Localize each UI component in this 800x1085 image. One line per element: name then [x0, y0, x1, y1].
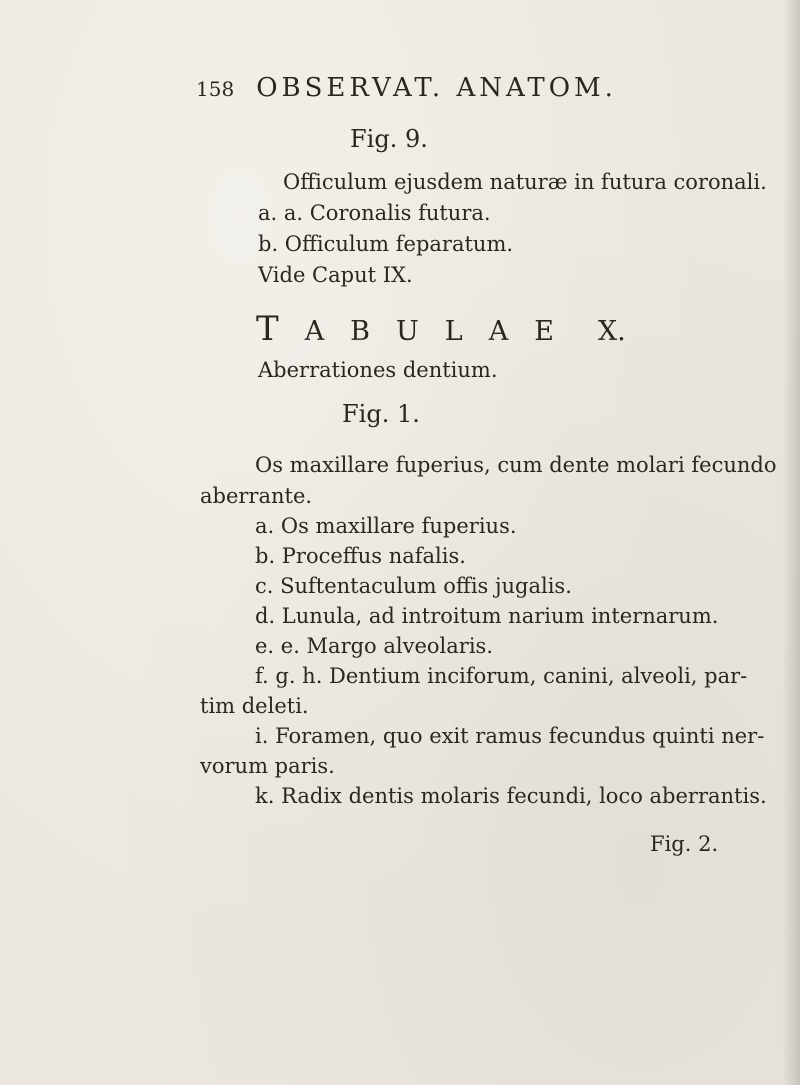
text-line: b. Proceffus nafalis.: [255, 544, 466, 568]
text-line: c. Suftentaculum offis jugalis.: [255, 574, 572, 598]
tabulae-number: X.: [597, 316, 626, 347]
text-line: b. Officulum feparatum.: [258, 232, 514, 256]
tabulae-heading: [256, 309, 626, 349]
text-line: f. g. h. Dentium inciforum, canini, alveoli, par-: [255, 664, 748, 688]
fig-heading-9: Fig. 9.: [350, 125, 428, 153]
text-line: k. Radix dentis molaris fecundi, loco aberrantis.: [255, 784, 767, 808]
next-fig-heading: Fig. 2.: [650, 832, 719, 856]
text-line: Officulum ejusdem naturæ in futura coronali.: [283, 170, 767, 194]
tabulae-initial: T: [256, 309, 305, 349]
page-number: 158: [196, 77, 235, 101]
text-line: a. Os maxillare fuperius.: [255, 514, 517, 538]
text-line: tim deleti.: [200, 694, 309, 718]
fig-heading-1: Fig. 1.: [342, 400, 420, 428]
text-line: Os maxillare fuperius, cum dente molari fecundo: [255, 453, 777, 477]
running-title: OBSERVAT. ANATOM.: [256, 73, 617, 103]
running-header: [196, 73, 617, 103]
text-line: Vide Caput IX.: [258, 263, 413, 287]
section-subtitle: Aberrationes dentium.: [258, 358, 498, 382]
tabulae-word: ABULAE: [304, 316, 580, 347]
text-line: aberrante.: [200, 484, 313, 508]
text-line: a. a. Coronalis futura.: [258, 201, 491, 225]
text-line: d. Lunula, ad introitum narium internarum.: [255, 604, 719, 628]
text-line: e. e. Margo alveolaris.: [255, 634, 493, 658]
text-line: vorum paris.: [200, 754, 335, 778]
page-edge-shadow: [782, 0, 800, 1085]
text-line: i. Foramen, quo exit ramus fecundus quinti ner-: [255, 724, 765, 748]
